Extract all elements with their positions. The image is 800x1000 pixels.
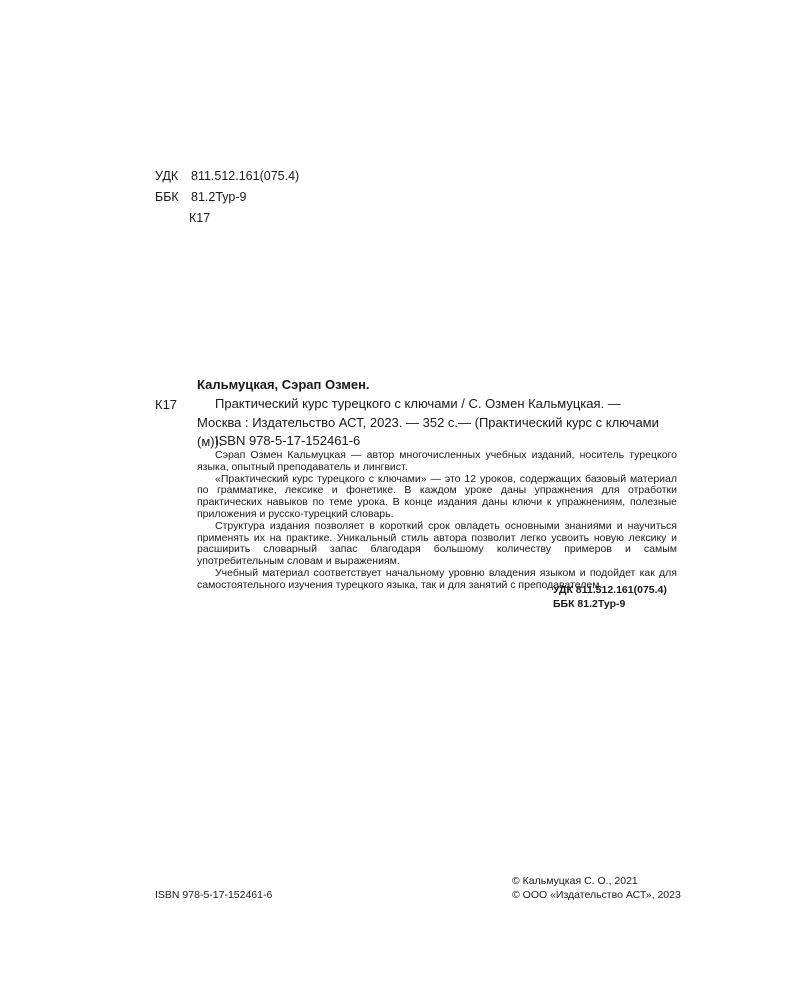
annotation-paragraph: Учебный материал соответствует начальному уровню владения языком и подойдет как для самостоятельного изучения турецкого языка, так и для занятий с преподавателем. bbox=[197, 566, 677, 591]
author-mark: К17 bbox=[189, 211, 211, 225]
index-udk: УДК 811.512.161(075.4) bbox=[553, 584, 667, 596]
annotation bbox=[197, 450, 677, 592]
udk-label: УДК bbox=[155, 169, 179, 183]
annotation-paragraph: Структура издания позволяет в короткий срок овладеть основными знаниями и научиться применять их на практике. Уникальный стиль автора позволит легко усвоить новую лексику и расширить словарный запас благодаря большому количеству примеров и самым употребительным словам и выражениям. bbox=[197, 519, 677, 568]
author-mark-line bbox=[155, 208, 299, 229]
copyright-publisher: © ООО «Издательство АСТ», 2023 bbox=[512, 889, 681, 901]
index-bbk: ББК 81.2Тур-9 bbox=[553, 598, 626, 610]
bbk-label: ББК bbox=[155, 190, 179, 204]
index-codes bbox=[553, 583, 667, 611]
annotation-paragraph: Сэрап Озмен Кальмуцкая — автор многочисленных учебных изданий, носитель турецкого языка, опытный преподаватель и лингвист. bbox=[197, 449, 677, 473]
bbk-value: 81.2Тур-9 bbox=[191, 190, 247, 204]
record-title: Практический курс турецкого с ключами / С. Озмен Кальмуцкая. — Москва : Издательство АСТ, 2023. — 352 с.— (Практический курс с ключами (м)). bbox=[197, 396, 659, 449]
footer-copyrights bbox=[512, 874, 681, 902]
record-isbn: ISBN 978-5-17-152461-6 bbox=[215, 433, 361, 448]
annotation-paragraph: «Практический курс турецкого с ключами» — это 12 уроков, содержащих базовый материал по грамматике, лексике и фонетике. В каждом уроке даны упражнения для отработки практических навыков по теме урока. В конце издания даны ключи к упражнениям, полезные приложения и русско-турецкий словарь. bbox=[197, 472, 677, 520]
udk-line bbox=[155, 166, 299, 187]
footer-isbn: ISBN 978-5-17-152461-6 bbox=[155, 889, 273, 901]
classification-block bbox=[155, 166, 299, 229]
record-author: Кальмуцкая, Сэрап Озмен. bbox=[197, 377, 370, 392]
record-author-mark: К17 bbox=[155, 397, 178, 412]
udk-value: 811.512.161(075.4) bbox=[191, 169, 300, 183]
copyright-author: © Кальмуцкая С. О., 2021 bbox=[512, 875, 638, 887]
bbk-line bbox=[155, 187, 299, 208]
